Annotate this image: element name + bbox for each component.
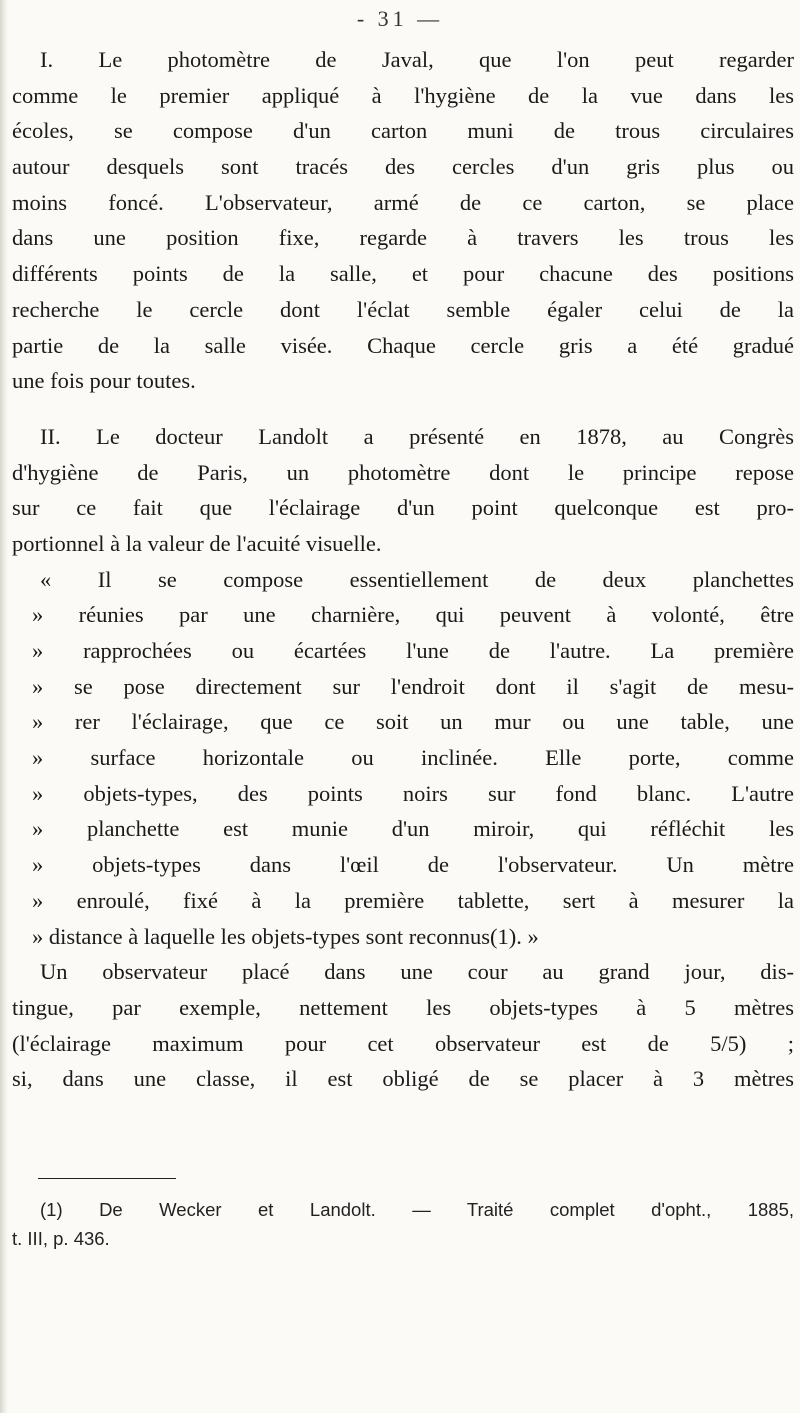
text-line: » rer l'éclairage, que ce soit un mur ou une table, une <box>32 709 794 735</box>
text-line: différents points de la salle, et pour chacune des positions <box>12 261 794 287</box>
text-line: » surface horizontale ou inclinée. Elle porte, comme <box>32 745 794 771</box>
text-line: recherche le cercle dont l'éclat semble égaler celui de la <box>12 296 794 322</box>
text-line: » objets-types dans l'œil de l'observateur. Un mètre <box>32 852 794 878</box>
paragraph-3 <box>12 954 794 1097</box>
page-number: - 31 — <box>356 6 444 31</box>
body-text <box>12 42 794 1097</box>
text-line: portionnel à la valeur de l'acuité visuelle. <box>12 530 382 556</box>
text-line: dans une position fixe, regarde à travers les trous les <box>12 225 794 251</box>
text-line: I. Le photomètre de Javal, que l'on peut regarder <box>40 47 794 72</box>
text-line: moins foncé. L'observateur, armé de ce carton, se place <box>12 189 794 215</box>
text-line: » rapprochées ou écartées l'une de l'autre. La première <box>32 638 794 663</box>
paragraph-1 <box>12 42 794 399</box>
text-line: » distance à laquelle les objets-types sont reconnus(1). » <box>32 923 539 949</box>
text-line: « Il se compose essentiellement de deux planchettes <box>40 566 794 592</box>
text-line: d'hygiène de Paris, un photomètre dont le principe repose <box>12 459 794 485</box>
text-line: comme le premier appliqué à l'hygiène de la vue dans les <box>12 82 794 108</box>
text-line: partie de la salle visée. Chaque cercle gris a été gradué <box>12 332 794 358</box>
text-line: » objets-types, des points noirs sur fond blanc. L'autre <box>32 780 794 806</box>
footnote-line: (1) De Wecker et Landolt. — Traité complet d'opht., 1885, <box>40 1199 794 1220</box>
text-line: autour desquels sont tracés des cercles d'un gris plus ou <box>12 154 794 180</box>
text-line: » enroulé, fixé à la première tablette, sert à mesurer la <box>32 887 794 913</box>
text-line: une fois pour toutes. <box>12 368 196 394</box>
text-line: II. Le docteur Landolt a présenté en 1878, au Congrès <box>40 423 794 449</box>
page-edge-shadow <box>0 0 8 1413</box>
text-line: sur ce fait que l'éclairage d'un point quelconque est pro- <box>12 495 794 521</box>
footnote-line: t. III, p. 436. <box>12 1228 110 1249</box>
paragraph-2 <box>12 419 794 562</box>
text-line: écoles, se compose d'un carton muni de trous circulaires <box>12 118 794 144</box>
text-line: » se pose directement sur l'endroit dont il s'agit de mesu- <box>32 673 794 699</box>
text-line: » réunies par une charnière, qui peuvent à volonté, être <box>32 602 794 628</box>
text-line: si, dans une classe, il est obligé de se placer à 3 mètres <box>12 1066 794 1092</box>
footnote-separator <box>38 1178 176 1179</box>
quotation <box>12 562 794 955</box>
text-line: tingue, par exemple, nettement les objets-types à 5 mètres <box>12 994 794 1020</box>
text-line: Un observateur placé dans une cour au grand jour, dis- <box>40 959 794 985</box>
text-line: » planchette est munie d'un miroir, qui réfléchit les <box>32 816 794 842</box>
footnote <box>12 1195 794 1253</box>
text-line: (l'éclairage maximum pour cet observateur est de 5/5) ; <box>12 1030 794 1056</box>
